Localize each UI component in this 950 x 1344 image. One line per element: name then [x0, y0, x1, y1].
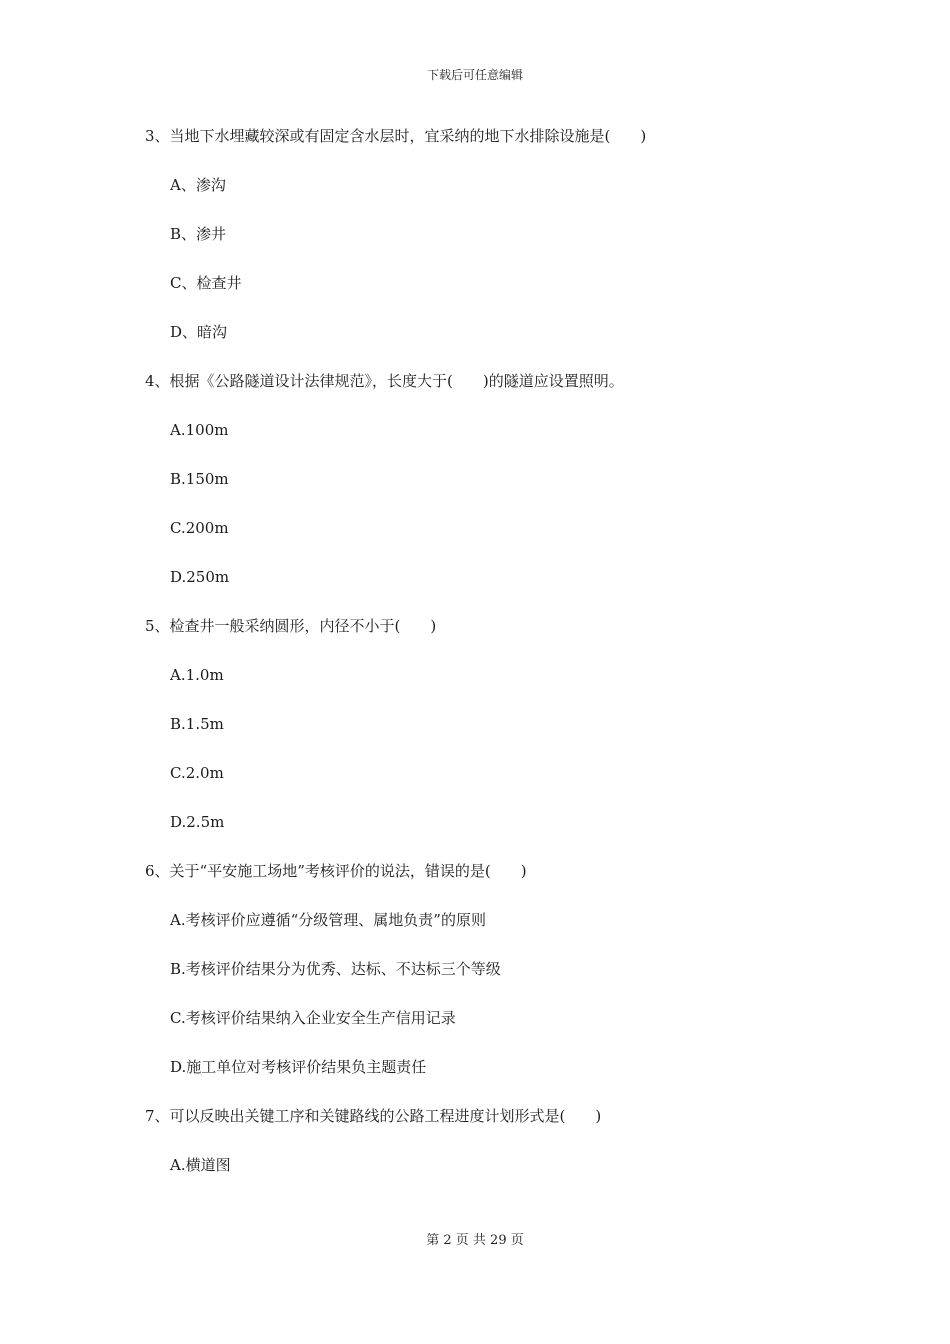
option-d: D.250m: [170, 568, 230, 586]
option-c: C.2.0m: [170, 764, 224, 782]
question-4: [0, 369, 950, 614]
option-a: A、渗沟: [170, 176, 226, 194]
option-a: A.100m: [170, 421, 229, 439]
question-7: [0, 1104, 950, 1177]
option-c: C、检查井: [170, 274, 242, 292]
question-stem: 6、关于“平安施工场地”考核评价的说法，错误的是( ): [145, 862, 527, 880]
option-a: A.考核评价应遵循“分级管理、属地负责”的原则: [170, 911, 486, 929]
question-5: [0, 614, 950, 859]
option-b: B.考核评价结果分为优秀、达标、不达标三个等级: [170, 960, 501, 978]
page-footer: 第 2 页 共 29 页: [426, 1233, 524, 1248]
option-b: B.150m: [170, 470, 229, 488]
option-d: D.2.5m: [170, 813, 225, 831]
question-stem: 7、可以反映出关键工序和关键路线的公路工程进度计划形式是( ): [145, 1107, 602, 1125]
option-b: B、渗井: [170, 225, 227, 243]
option-d: D、暗沟: [170, 323, 228, 341]
option-c: C.200m: [170, 519, 229, 537]
option-c: C.考核评价结果纳入企业安全生产信用记录: [170, 1009, 456, 1027]
option-b: B.1.5m: [170, 715, 224, 733]
page-header: 下载后可任意编辑: [426, 68, 523, 82]
option-a: A.1.0m: [170, 666, 224, 684]
question-6: [0, 859, 950, 1104]
question-stem: 4、根据《公路隧道设计法律规范》，长度大于( )的隧道应设置照明。: [145, 372, 624, 390]
question-3: [0, 124, 950, 369]
option-d: D.施工单位对考核评价结果负主题责任: [170, 1058, 427, 1076]
question-stem: 5、检查井一般采纳圆形，内径不小于( ): [145, 617, 437, 635]
question-stem: 3、当地下水埋藏较深或有固定含水层时，宜采纳的地下水排除设施是( ): [145, 127, 647, 145]
question-list: [0, 124, 950, 1177]
option-a: A.横道图: [170, 1156, 231, 1174]
